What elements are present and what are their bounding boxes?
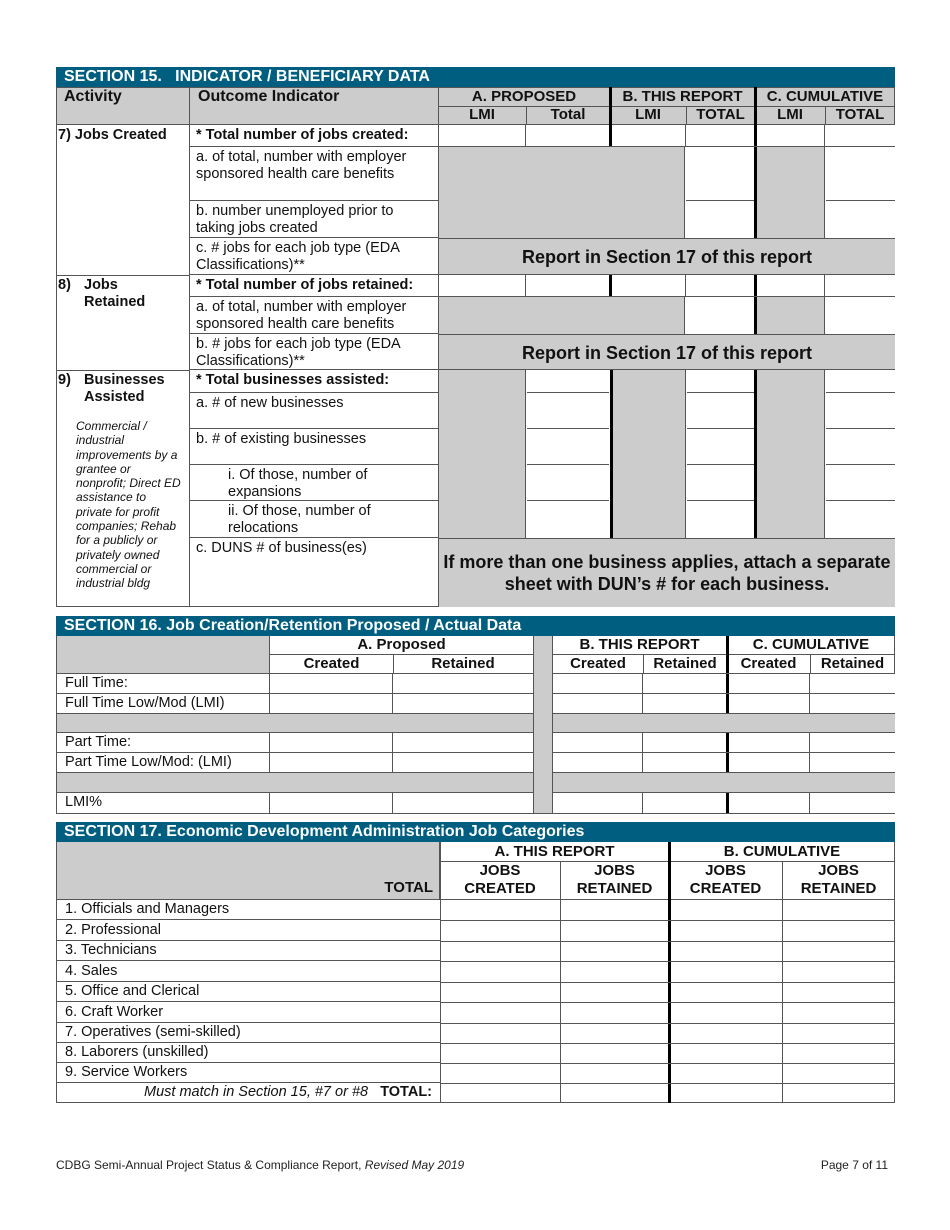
r9-i-b-total[interactable] xyxy=(687,465,754,501)
footer-report-name: CDBG Semi-Annual Project Status & Compliance Report, xyxy=(56,1158,365,1172)
s17-total-label-row: TOTAL: xyxy=(380,1084,432,1100)
s16-ftlmi-c-retained[interactable] xyxy=(810,694,895,713)
r9-c-note: If more than one business applies, attach a separate sheet with DUN’s # for each business. xyxy=(443,552,891,594)
s15-sub-a-total: Total xyxy=(550,106,586,123)
s15-col-outcome: Outcome Indicator xyxy=(198,88,340,105)
s15-sub-a-lmi: LMI xyxy=(469,106,495,123)
s17-row-total xyxy=(57,1083,440,1103)
s16-pt-a-created[interactable] xyxy=(270,733,393,753)
s17-b-jobs-created: JOBS CREATED xyxy=(689,862,762,897)
section16-title: SECTION 16. Job Creation/Retention Proposed / Actual Data xyxy=(56,616,895,636)
s17-row-6: 6. Craft Worker xyxy=(57,1002,440,1023)
s16-ftlmi-c-created[interactable] xyxy=(726,694,810,713)
s16-row-part-time-lmi: Part Time Low/Mod: (LMI) xyxy=(57,753,270,773)
s17-a-jobs-created: JOBS CREATED xyxy=(464,862,536,897)
s16-ft-b-created[interactable] xyxy=(553,674,643,693)
activity-9-num: 9) xyxy=(58,372,71,388)
r9-c: c. DUNS # of business(es) xyxy=(196,540,367,556)
s16-lmipct-b-created[interactable] xyxy=(553,793,643,813)
s16-ft-b-retained[interactable] xyxy=(643,674,726,693)
s16-pt-b-retained[interactable] xyxy=(643,733,726,752)
r7-b: b. number unemployed prior to taking jobs created xyxy=(190,201,438,238)
s16-ft-a-retained[interactable] xyxy=(393,674,533,694)
s16-c-created: Created xyxy=(740,655,797,672)
s16-ptlmi-b-created[interactable] xyxy=(553,753,643,772)
r7-a-c-total[interactable] xyxy=(826,147,895,201)
s16-a-retained: Retained xyxy=(431,655,495,672)
s16-bc-lmipct xyxy=(553,793,895,813)
r8-a-b-total[interactable] xyxy=(686,297,754,334)
r9-a: a. # of new businesses xyxy=(190,393,438,429)
r7-a-b-total[interactable] xyxy=(686,147,754,201)
r7-c-note: Report in Section 17 of this report xyxy=(439,238,895,275)
s16-b-retained: Retained xyxy=(653,655,717,672)
s16-ft-a-created[interactable] xyxy=(270,674,393,694)
s15-sub-b-total: TOTAL xyxy=(696,106,745,123)
s15-sub-c-total: TOTAL xyxy=(835,106,885,123)
s17-row-5: 5. Office and Clerical xyxy=(57,982,440,1002)
r9-ii-c-total[interactable] xyxy=(826,501,895,538)
s15-group-proposed: A. PROPOSED xyxy=(471,88,577,105)
r7-total-inputs xyxy=(439,125,895,147)
s17-input-grid[interactable] xyxy=(441,900,895,1103)
s16-row-full-time: Full Time: xyxy=(57,674,270,694)
s16-ft-c-created[interactable] xyxy=(726,674,810,693)
s15-sub-c-lmi: LMI xyxy=(777,106,803,123)
s16-bc-ftlmi xyxy=(553,694,895,714)
s16-ftlmi-b-retained[interactable] xyxy=(643,694,726,713)
r9-a-c-total[interactable] xyxy=(826,393,895,429)
s16-ftlmi-b-created[interactable] xyxy=(553,694,643,713)
r9-ii-a-total[interactable] xyxy=(527,501,609,538)
s16-bc-pt xyxy=(553,733,895,753)
s16-ftlmi-a-created[interactable] xyxy=(270,694,393,714)
s16-ptlmi-a-created[interactable] xyxy=(270,753,393,773)
page-number: Page 7 of 11 xyxy=(820,1158,888,1172)
r9-i-c-total[interactable] xyxy=(826,465,895,501)
page-footer-left xyxy=(56,1158,656,1172)
s16-pt-a-retained[interactable] xyxy=(393,733,533,753)
s15-sub-b-lmi: LMI xyxy=(635,106,661,123)
s16-pt-b-created[interactable] xyxy=(553,733,643,752)
r8-total-b-lmi[interactable] xyxy=(609,275,686,296)
r8-a: a. of total, number with employer sponsored health care benefits xyxy=(190,297,438,334)
r9-b-b-total[interactable] xyxy=(687,429,754,465)
s16-group-proposed: A. Proposed xyxy=(357,636,446,653)
activity-8-num: 8) xyxy=(58,277,71,293)
s17-total-label: TOTAL xyxy=(384,879,433,896)
s16-group-this-report: B. THIS REPORT xyxy=(579,636,700,653)
r8-b-note: Report in Section 17 of this report xyxy=(439,334,895,370)
s16-ptlmi-c-created[interactable] xyxy=(726,753,810,772)
s16-lmipct-a-created[interactable] xyxy=(270,793,393,813)
r9-b-a-total[interactable] xyxy=(527,429,609,465)
s16-row-full-time-lmi: Full Time Low/Mod (LMI) xyxy=(57,694,270,714)
section16 xyxy=(56,616,895,814)
r7-total-c-total[interactable] xyxy=(825,125,895,146)
s16-pt-c-retained[interactable] xyxy=(810,733,895,752)
r9-c-note-box xyxy=(439,538,895,607)
r8-total-b-total[interactable] xyxy=(686,275,754,296)
s16-lmipct-c-retained[interactable] xyxy=(810,793,895,813)
r8-total: * Total number of jobs retained: xyxy=(190,275,438,297)
s16-c-retained: Retained xyxy=(820,655,885,672)
r9-total: * Total businesses assisted: xyxy=(190,370,438,393)
activity-7: 7) Jobs Created xyxy=(58,127,167,143)
s16-lmipct-a-retained[interactable] xyxy=(393,793,533,813)
s16-pt-c-created[interactable] xyxy=(726,733,810,752)
section17 xyxy=(56,822,895,1103)
r8-total-c-lmi[interactable] xyxy=(754,275,825,296)
r9-ii: ii. Of those, number of relocations xyxy=(190,501,438,538)
s16-ftlmi-a-retained[interactable] xyxy=(393,694,533,714)
s17-row-8: 8. Laborers (unskilled) xyxy=(57,1043,440,1063)
s16-a-created: Created xyxy=(303,655,360,672)
activity-9-note: Commercial / industrial improvements by a grantee or nonprofit; Direct ED assistance to private for profit companies; Rehab for a publicly or privately owned commercial or industrial bldg xyxy=(76,419,181,591)
s15-group-this-report: B. THIS REPORT xyxy=(622,88,743,105)
s16-ptlmi-a-retained[interactable] xyxy=(393,753,533,773)
s16-lmipct-b-retained[interactable] xyxy=(643,793,726,813)
r9-total-c-total[interactable] xyxy=(826,370,895,393)
r9-ii-b-total[interactable] xyxy=(687,501,754,538)
r7-c: c. # jobs for each job type (EDA Classifications)** xyxy=(190,238,438,275)
activity-8-label: Jobs Retained xyxy=(84,277,146,310)
r7-b-c-total[interactable] xyxy=(826,201,895,238)
s15-col-activity: Activity xyxy=(64,88,122,105)
r7-a: a. of total, number with employer sponsored health care benefits xyxy=(190,147,438,201)
r7-total-a-lmi[interactable] xyxy=(439,125,526,146)
r7-b-b-total[interactable] xyxy=(686,201,754,238)
s17-row-3: 3. Technicians xyxy=(57,941,440,961)
r7-total-b-lmi[interactable] xyxy=(609,125,686,146)
r8-total-inputs xyxy=(439,275,895,297)
r9-total-a-total[interactable] xyxy=(527,370,609,393)
r9-a-a-total[interactable] xyxy=(527,393,609,429)
s17-group-this-report: A. THIS REPORT xyxy=(494,843,615,860)
r9-i: i. Of those, number of expansions xyxy=(190,465,438,501)
s16-group-cumulative: C. CUMULATIVE xyxy=(752,636,870,653)
r9-i-a-total[interactable] xyxy=(527,465,609,501)
s17-row-2: 2. Professional xyxy=(57,920,440,941)
s17-a-jobs-retained: JOBS RETAINED xyxy=(576,862,653,897)
s16-b-created: Created xyxy=(570,655,626,672)
s17-group-cumulative: B. CUMULATIVE xyxy=(723,843,841,860)
r9-b: b. # of existing businesses xyxy=(190,429,438,465)
s16-row-part-time: Part Time: xyxy=(57,733,270,753)
section15 xyxy=(56,67,895,607)
r8-a-c-total[interactable] xyxy=(826,297,895,334)
s17-row-9: 9. Service Workers xyxy=(57,1063,440,1083)
s17-row-1: 1. Officials and Managers xyxy=(57,900,440,920)
s17-row-4: 4. Sales xyxy=(57,961,440,982)
s16-row-lmi-pct: LMI% xyxy=(57,793,270,813)
activity-9-label: Businesses Assisted xyxy=(84,372,165,405)
r9-total-b-total[interactable] xyxy=(687,370,754,393)
r9-b-c-total[interactable] xyxy=(826,429,895,465)
s15-group-cumulative: C. CUMULATIVE xyxy=(766,88,884,105)
s16-ptlmi-c-retained[interactable] xyxy=(810,753,895,772)
r9-a-b-total[interactable] xyxy=(687,393,754,429)
s16-ptlmi-b-retained[interactable] xyxy=(643,753,726,772)
s16-bc-ptlmi xyxy=(553,753,895,773)
footer-revised: Revised May 2019 xyxy=(364,1158,465,1172)
r7-total-c-lmi[interactable] xyxy=(754,125,825,146)
r8-total-a-total[interactable] xyxy=(526,275,609,296)
r7-total-a-total[interactable] xyxy=(526,125,609,146)
r7-total-b-total[interactable] xyxy=(686,125,754,146)
s17-total-note: Must match in Section 15, #7 or #8 xyxy=(144,1084,369,1100)
s17-row-7: 7. Operatives (semi-skilled) xyxy=(57,1023,440,1043)
s17-b-jobs-retained: JOBS RETAINED xyxy=(800,862,877,897)
s16-ft-c-retained[interactable] xyxy=(810,674,895,693)
s16-bc-ft xyxy=(553,674,895,694)
r8-total-a-lmi[interactable] xyxy=(439,275,526,296)
r7-total: * Total number of jobs created: xyxy=(190,125,438,147)
section17-title: SECTION 17. Economic Development Administration Job Categories xyxy=(56,822,895,842)
section15-title: SECTION 15. INDICATOR / BENEFICIARY DATA xyxy=(56,67,895,87)
r8-total-c-total[interactable] xyxy=(825,275,895,296)
s16-lmipct-c-created[interactable] xyxy=(726,793,810,813)
r8-b: b. # jobs for each job type (EDA Classifications)** xyxy=(190,334,438,370)
